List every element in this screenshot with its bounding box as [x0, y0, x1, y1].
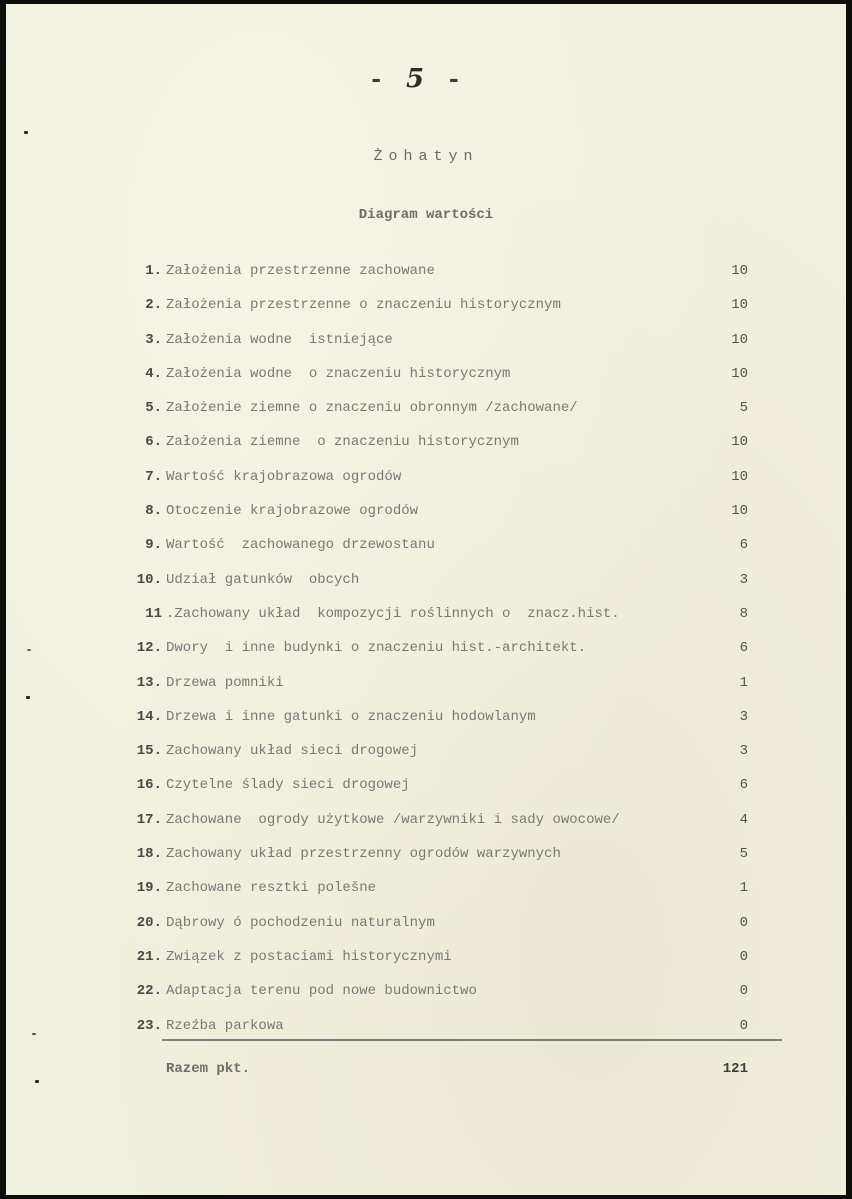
item-number: 8. — [145, 503, 162, 520]
item-value: 10 — [731, 297, 748, 314]
item-number: 10. — [136, 571, 162, 588]
item-value: 10 — [731, 503, 748, 520]
item-value: 3 — [739, 743, 748, 760]
list-item — [122, 912, 748, 946]
item-value: 6 — [739, 537, 748, 554]
item-value: 10 — [731, 263, 748, 279]
list-item — [122, 569, 748, 603]
item-number: 19. — [136, 880, 162, 897]
page-number-value: 5 — [405, 64, 447, 94]
list-item — [122, 706, 748, 740]
list-item — [122, 774, 748, 808]
item-number: 3. — [145, 331, 162, 348]
item-label: Związek z postaciami historycznymi — [166, 948, 452, 965]
item-value: 5 — [739, 400, 748, 417]
item-label: Zachowany układ sieci drogowej — [166, 743, 419, 760]
item-label: Zachowane resztki polešne — [166, 880, 377, 897]
item-label: Założenia przestrzenne zachowane — [166, 263, 435, 279]
item-number: 23. — [136, 1017, 162, 1034]
item-number: 20. — [136, 914, 162, 931]
item-label: Założenia wodne istniejące — [166, 331, 393, 348]
total-label: Razem pkt. — [166, 1061, 251, 1077]
item-label: Założenia wodne o znaczeniu historycznym — [166, 365, 511, 382]
item-number: 17. — [136, 811, 162, 828]
item-number: 9. — [145, 537, 162, 554]
item-value: 1 — [739, 674, 748, 691]
item-value: 3 — [739, 571, 748, 588]
item-value: 10 — [731, 365, 748, 382]
item-number: 12. — [136, 640, 162, 657]
list-item — [122, 877, 748, 911]
list-item — [122, 294, 748, 328]
list-item — [122, 740, 748, 774]
item-label: Wartość krajobrazowa ogrodów — [166, 468, 402, 485]
item-label: Drzewa pomniki — [166, 674, 284, 691]
item-number: 11 — [145, 605, 162, 622]
margin-mark — [35, 1080, 39, 1083]
item-label: Dwory i inne budynki o znaczeniu hist.-architekt. — [166, 640, 587, 657]
list-item — [122, 1015, 748, 1049]
item-number: 1. — [145, 263, 162, 279]
item-value: 8 — [739, 605, 748, 622]
margin-mark — [32, 1033, 36, 1035]
item-value: 0 — [739, 1017, 748, 1034]
list-item — [122, 980, 748, 1014]
list-item — [122, 431, 748, 465]
item-label: Otoczenie krajobrazowe ogrodów — [166, 503, 419, 520]
item-label: Adaptacja terenu pod nowe budownictwo — [166, 983, 477, 1000]
list-item — [122, 397, 748, 431]
item-number: 6. — [145, 434, 162, 451]
item-number: 5. — [145, 400, 162, 417]
item-value: 0 — [739, 914, 748, 931]
item-label: Dąbrowy ó pochodzeniu naturalnym — [166, 914, 435, 931]
total-divider — [162, 1039, 782, 1041]
item-label: Założenia ziemne o znaczeniu historycznym — [166, 434, 519, 451]
list-item — [122, 946, 748, 980]
item-number: 16. — [136, 777, 162, 794]
list-item — [122, 260, 748, 294]
item-number: 2. — [145, 297, 162, 314]
item-value: 1 — [739, 880, 748, 897]
value-list — [122, 260, 748, 1049]
list-item — [122, 534, 748, 568]
margin-mark — [26, 696, 30, 699]
item-number: 18. — [136, 846, 162, 863]
item-label: Założenia przestrzenne o znaczeniu historycznym — [166, 297, 561, 314]
list-item — [122, 603, 748, 637]
item-label: Zachowany układ przestrzenny ogrodów warzywnych — [166, 846, 561, 863]
page-number-suffix: - — [446, 65, 484, 95]
list-item — [122, 637, 748, 671]
margin-mark — [27, 649, 31, 651]
item-value: 0 — [739, 983, 748, 1000]
list-item — [122, 809, 748, 843]
item-value: 6 — [739, 640, 748, 657]
item-value: 4 — [739, 811, 748, 828]
item-label: Rzeźba parkowa — [166, 1017, 284, 1034]
item-value: 5 — [739, 846, 748, 863]
list-item — [122, 843, 748, 877]
item-value: 3 — [739, 708, 748, 725]
item-label: Czytelne ślady sieci drogowej — [166, 777, 410, 794]
document-page — [6, 4, 846, 1195]
item-value: 10 — [731, 331, 748, 348]
item-value: 6 — [739, 777, 748, 794]
item-label: Udział gatunków obcych — [166, 571, 360, 588]
margin-mark — [24, 131, 28, 134]
list-item — [122, 329, 748, 363]
item-label: Wartość zachowanego drzewostanu — [166, 537, 435, 554]
item-label: Założenie ziemne o znaczeniu obronnym /zachowane/ — [166, 400, 578, 417]
page-number — [6, 64, 846, 95]
item-number: 13. — [136, 674, 162, 691]
page-number-prefix: - — [368, 65, 406, 95]
item-label: Zachowane ogrody użytkowe /warzywniki i sady owocowe/ — [166, 811, 620, 828]
document-subtitle: Diagram wartości — [358, 207, 494, 223]
item-number: 14. — [136, 708, 162, 725]
item-number: 7. — [145, 468, 162, 485]
item-value: 0 — [739, 948, 748, 965]
item-number: 22. — [136, 983, 162, 1000]
item-label: Drzewa i inne gatunki o znaczeniu hodowlanym — [166, 708, 536, 725]
list-item — [122, 500, 748, 534]
list-item — [122, 466, 748, 500]
list-item — [122, 672, 748, 706]
item-number: 4. — [145, 365, 162, 382]
list-item — [122, 363, 748, 397]
item-number: 15. — [136, 743, 162, 760]
total-row — [166, 1058, 748, 1080]
item-label: .Zachowany układ kompozycji roślinnych o znacz.hist. — [166, 605, 620, 622]
item-value: 10 — [731, 468, 748, 485]
total-value: 121 — [722, 1061, 748, 1077]
item-number: 21. — [136, 948, 162, 965]
item-value: 10 — [731, 434, 748, 451]
document-title: Żohatyn — [373, 148, 479, 165]
